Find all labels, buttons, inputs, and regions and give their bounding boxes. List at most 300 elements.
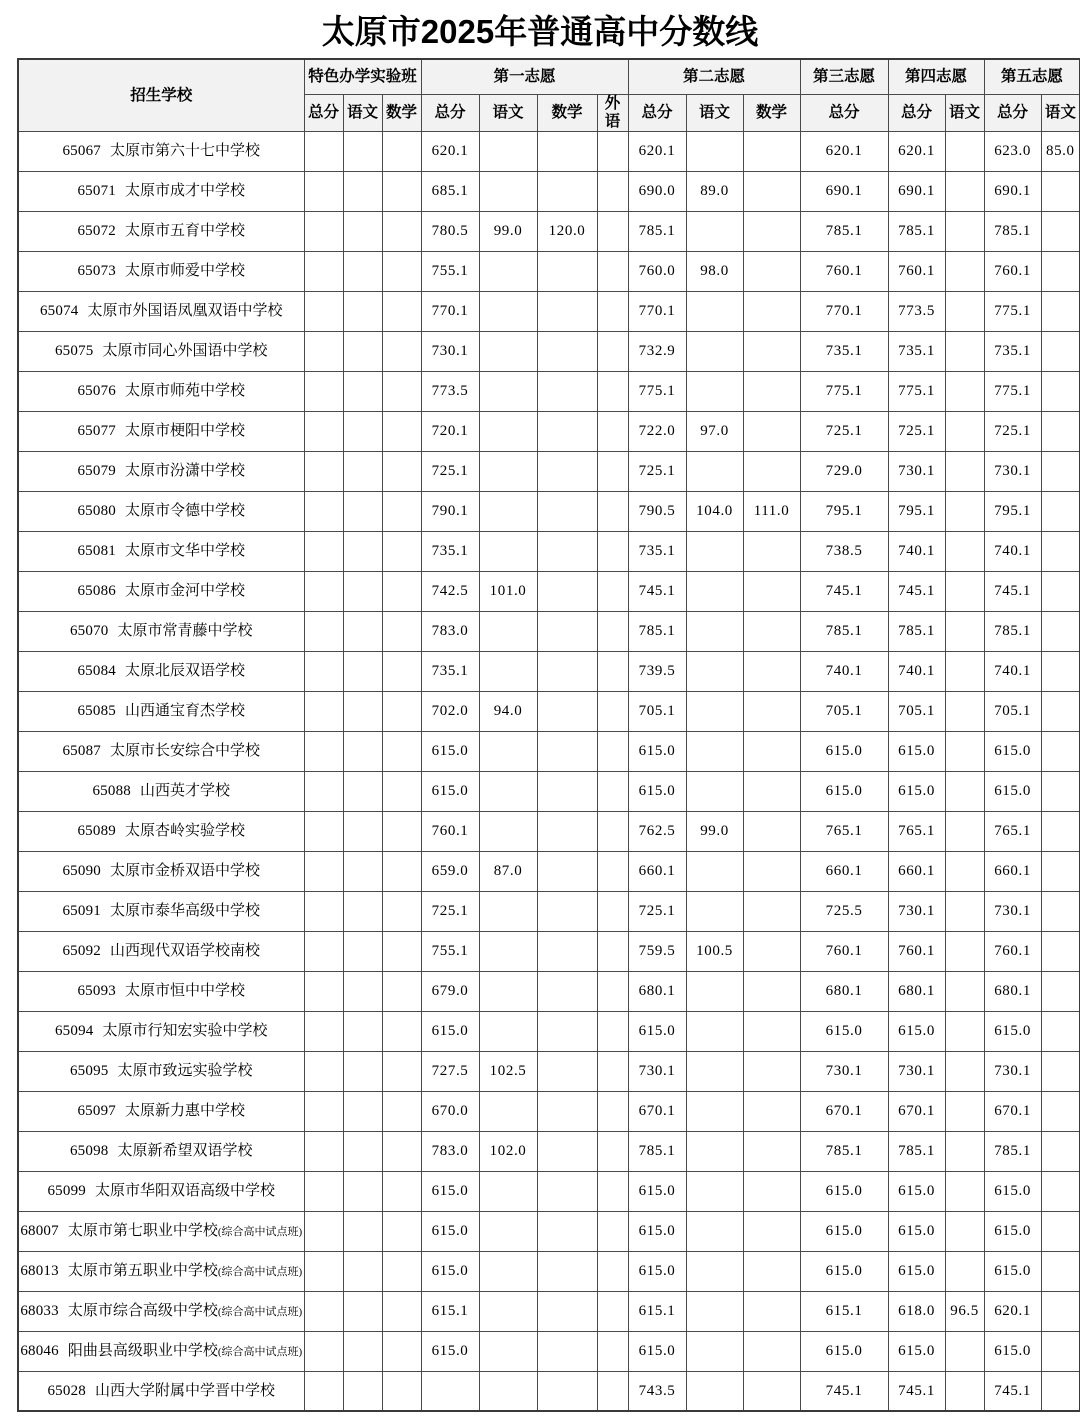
school-cell [18,1331,304,1371]
score-cell [743,931,800,971]
score-cell [343,491,382,531]
score-cell: 615.0 [628,1251,686,1291]
score-cell [597,971,628,1011]
score-cell: 104.0 [686,491,743,531]
header-sub-choice4-total: 总分 [888,95,945,132]
school-code: 65077 [77,422,116,439]
score-cell [343,211,382,251]
score-cell [743,531,800,571]
score-cell: 755.1 [421,931,479,971]
score-cell: 725.1 [800,411,888,451]
score-cell [743,451,800,491]
score-cell [382,291,421,331]
school-cell [18,731,304,771]
score-cell [686,1211,743,1251]
school-cell [18,691,304,731]
score-cell [479,491,537,531]
score-cell [743,1331,800,1371]
school-cell [18,1251,304,1291]
score-cell [382,171,421,211]
score-cell [343,851,382,891]
school-cell [18,291,304,331]
school-code: 65089 [77,822,116,839]
score-cell: 679.0 [421,971,479,1011]
score-cell: 615.0 [888,1011,945,1051]
school-name: 太原市汾潇中学校 [124,462,245,479]
score-cell: 745.1 [800,571,888,611]
score-cell [743,611,800,651]
header-sub-choice1-math: 数学 [537,95,597,132]
score-cell [686,771,743,811]
score-cell: 690.1 [984,171,1041,211]
score-cell [537,1251,597,1291]
score-cell: 705.1 [628,691,686,731]
score-cell [537,371,597,411]
score-cell: 770.1 [628,291,686,331]
score-cell: 762.5 [628,811,686,851]
score-cell [1041,811,1080,851]
score-cell: 87.0 [479,851,537,891]
score-cell [537,571,597,611]
score-cell: 615.0 [421,1171,479,1211]
score-cell [343,371,382,411]
score-cell: 730.1 [984,1051,1041,1091]
table-row [18,1251,1080,1291]
header-sub-choice5-total: 总分 [984,95,1041,132]
school-name: 太原市第六十七中学校 [109,142,260,159]
score-cell [686,1251,743,1291]
score-cell: 99.0 [479,211,537,251]
score-cell [597,571,628,611]
score-cell [304,291,343,331]
score-cell [479,971,537,1011]
score-cell [597,1051,628,1091]
score-cell: 97.0 [686,411,743,451]
score-cell: 740.1 [888,651,945,691]
score-cell: 740.1 [984,531,1041,571]
score-cell [1041,771,1080,811]
score-cell: 745.1 [800,1371,888,1411]
score-cell [382,651,421,691]
score-cell [597,1011,628,1051]
score-cell [597,1171,628,1211]
school-cell [18,531,304,571]
score-cell: 775.1 [984,291,1041,331]
score-cell: 745.1 [628,571,686,611]
header-sub-special-total: 总分 [304,95,343,132]
score-cell [479,371,537,411]
score-cell [686,131,743,171]
score-cell: 795.1 [984,491,1041,531]
school-code: 65075 [54,342,94,359]
score-cell [343,891,382,931]
score-cell [537,891,597,931]
score-cell [686,291,743,331]
score-cell: 738.5 [800,531,888,571]
score-cell [1041,491,1080,531]
score-cell: 120.0 [537,211,597,251]
school-name: 太原市梗阳中学校 [124,422,245,439]
score-cell: 760.1 [800,251,888,291]
school-name: 太原市第五职业中学校 [67,1262,218,1279]
table-row [18,811,1080,851]
score-cell [597,811,628,851]
score-cell [686,1331,743,1371]
score-cell [1041,531,1080,571]
header-group-special: 特色办学实验班 [304,59,421,95]
score-cell [743,771,800,811]
score-cell [1041,1331,1080,1371]
score-cell [479,811,537,851]
score-cell [304,1291,343,1331]
school-cell [18,171,304,211]
table-row [18,331,1080,371]
school-name: 太原市成才中学校 [124,182,245,199]
school-note: (综合高中试点班) [217,1265,303,1278]
score-cell [945,411,984,451]
score-cell [304,451,343,491]
score-cell [304,211,343,251]
score-cell [1041,611,1080,651]
score-cell: 615.0 [628,1011,686,1051]
score-cell [382,891,421,931]
school-code: 65091 [62,902,101,919]
score-cell [686,531,743,571]
school-code: 65073 [77,262,116,279]
score-cell [343,1011,382,1051]
school-name: 太原市师爱中学校 [124,262,245,279]
score-cell: 705.1 [984,691,1041,731]
score-cell [479,1251,537,1291]
school-code: 65090 [62,862,101,879]
school-name: 太原市行知宏实验中学校 [102,1022,268,1039]
school-name: 太原市第七职业中学校 [67,1222,218,1239]
score-cell [343,1091,382,1131]
school-code: 65071 [77,182,116,199]
score-cell [537,691,597,731]
school-name: 太原新力惠中学校 [124,1102,245,1119]
score-cell [382,1051,421,1091]
header-group-choice5: 第五志愿 [984,59,1080,95]
score-cell: 790.5 [628,491,686,531]
score-cell [343,451,382,491]
score-cell: 785.1 [888,611,945,651]
score-cell [343,611,382,651]
school-cell [18,931,304,971]
score-cell [479,171,537,211]
score-cell [479,131,537,171]
score-cell [597,1211,628,1251]
score-cell: 670.1 [800,1091,888,1131]
table-row [18,1091,1080,1131]
score-cell [382,411,421,451]
score-cell [1041,251,1080,291]
score-cell: 615.0 [628,1331,686,1371]
header-sub-special-math: 数学 [382,95,421,132]
score-cell [1041,291,1080,331]
table-row [18,171,1080,211]
score-cell: 730.1 [888,891,945,931]
score-cell [945,931,984,971]
score-cell: 660.1 [800,851,888,891]
school-cell [18,851,304,891]
score-cell [945,771,984,811]
score-cell [537,731,597,771]
table-row [18,1131,1080,1171]
school-name: 太原市常青藤中学校 [117,622,253,639]
score-cell: 730.1 [984,891,1041,931]
score-cell [743,331,800,371]
score-cell [686,971,743,1011]
school-code: 65093 [77,982,116,999]
score-cell: 99.0 [686,811,743,851]
score-cell [304,1251,343,1291]
table-row [18,891,1080,931]
school-name: 太原杏岭实验学校 [124,822,245,839]
school-name: 太原市五育中学校 [124,222,245,239]
score-cell: 773.5 [421,371,479,411]
admission-score-table [17,58,1080,1412]
table-row [18,1211,1080,1251]
header-sub-special-chinese: 语文 [343,95,382,132]
score-cell: 773.5 [888,291,945,331]
score-cell [945,811,984,851]
school-name: 太原市泰华高级中学校 [109,902,260,919]
score-cell [686,651,743,691]
score-cell [382,851,421,891]
score-cell [945,651,984,691]
header-sub-choice3-total: 总分 [800,95,888,132]
score-cell [597,211,628,251]
score-cell [304,611,343,651]
score-cell [945,1211,984,1251]
score-cell [382,211,421,251]
score-cell [537,1091,597,1131]
score-cell: 615.1 [800,1291,888,1331]
score-cell [479,771,537,811]
score-cell: 620.1 [888,131,945,171]
school-name: 山西通宝育杰学校 [124,702,245,719]
score-cell [1041,1291,1080,1331]
school-code: 65076 [77,382,116,399]
score-cell: 785.1 [984,611,1041,651]
score-cell: 730.1 [888,451,945,491]
score-cell: 729.0 [800,451,888,491]
score-cell: 725.1 [984,411,1041,451]
score-cell [945,731,984,771]
score-cell [686,851,743,891]
score-cell: 735.1 [888,331,945,371]
score-cell [304,651,343,691]
score-cell [743,251,800,291]
score-cell: 680.1 [984,971,1041,1011]
table-row [18,1171,1080,1211]
score-cell [304,851,343,891]
school-cell [18,1131,304,1171]
score-cell: 735.1 [984,331,1041,371]
score-cell [597,1331,628,1371]
school-name: 阳曲县高级职业中学校 [67,1342,218,1359]
score-cell: 623.0 [984,131,1041,171]
score-cell [382,1171,421,1211]
score-cell [382,611,421,651]
score-cell [304,1331,343,1371]
score-cell [382,691,421,731]
score-cell [343,251,382,291]
school-cell [18,1371,304,1411]
score-cell [479,1091,537,1131]
score-cell: 615.0 [421,771,479,811]
score-cell [382,251,421,291]
score-cell [597,531,628,571]
school-cell [18,811,304,851]
score-cell: 102.0 [479,1131,537,1171]
score-cell [597,611,628,651]
score-cell [304,1091,343,1131]
score-cell [686,891,743,931]
table-row [18,611,1080,651]
score-cell [343,1291,382,1331]
score-cell [686,571,743,611]
score-cell: 702.0 [421,691,479,731]
table-row [18,371,1080,411]
school-code: 68007 [20,1222,59,1239]
score-cell [304,771,343,811]
header-sub-choice1-foreign: 外语 [597,95,628,132]
score-cell [1041,1011,1080,1051]
score-cell [304,1371,343,1411]
score-cell [686,731,743,771]
score-cell: 730.1 [628,1051,686,1091]
score-cell [1041,1051,1080,1091]
score-cell: 615.0 [800,1251,888,1291]
score-cell [945,1171,984,1211]
score-cell: 615.0 [800,1331,888,1371]
score-cell: 730.1 [888,1051,945,1091]
score-cell: 615.0 [984,1011,1041,1051]
score-cell [537,171,597,211]
score-cell: 690.1 [800,171,888,211]
score-cell [304,1171,343,1211]
score-cell: 615.1 [628,1291,686,1331]
score-cell [1041,691,1080,731]
score-cell [597,251,628,291]
page-title: 太原市2025年普通高中分数线 [321,13,759,50]
score-cell: 615.1 [421,1291,479,1331]
score-cell [597,851,628,891]
score-cell [382,731,421,771]
score-cell [1041,411,1080,451]
header-sub-choice2-total: 总分 [628,95,686,132]
table-row [18,1011,1080,1051]
score-cell [382,1331,421,1371]
school-name: 山西英才学校 [139,782,230,799]
table-row [18,851,1080,891]
school-cell [18,891,304,931]
table-row [18,651,1080,691]
score-cell: 96.5 [945,1291,984,1331]
score-cell: 745.1 [888,1371,945,1411]
school-name: 太原新希望双语学校 [117,1142,253,1159]
score-cell [743,1091,800,1131]
score-cell [382,771,421,811]
score-cell: 739.5 [628,651,686,691]
school-code: 68033 [20,1302,59,1319]
score-cell [743,1171,800,1211]
score-cell: 740.1 [888,531,945,571]
score-cell: 705.1 [800,691,888,731]
score-cell: 759.5 [628,931,686,971]
score-cell [597,451,628,491]
score-cell [343,731,382,771]
score-cell: 615.0 [984,1211,1041,1251]
score-cell [304,131,343,171]
score-cell: 795.1 [800,491,888,531]
score-cell: 765.1 [984,811,1041,851]
score-cell [945,1131,984,1171]
header-sub-choice4-chinese: 语文 [945,95,984,132]
score-cell: 615.0 [984,771,1041,811]
score-cell [1041,891,1080,931]
score-cell [945,1051,984,1091]
score-cell [537,291,597,331]
score-cell: 740.1 [984,651,1041,691]
score-cell: 735.1 [421,531,479,571]
school-code: 65086 [77,582,116,599]
score-cell: 660.1 [888,851,945,891]
score-cell [479,931,537,971]
score-cell [945,131,984,171]
score-cell [382,1211,421,1251]
score-cell [686,1131,743,1171]
table-row [18,211,1080,251]
score-cell [686,691,743,731]
school-name: 山西现代双语学校南校 [109,942,260,959]
table-body [18,131,1080,1411]
score-cell [945,211,984,251]
score-cell: 89.0 [686,171,743,211]
score-cell: 780.5 [421,211,479,251]
score-cell [743,1051,800,1091]
score-cell [304,171,343,211]
school-name: 太原市长安综合中学校 [109,742,260,759]
score-cell [304,1211,343,1251]
score-cell [597,931,628,971]
score-cell: 615.0 [888,731,945,771]
score-cell [304,1011,343,1051]
score-cell: 615.0 [984,1331,1041,1371]
score-cell [382,451,421,491]
header-group-choice2: 第二志愿 [628,59,800,95]
score-cell: 770.1 [800,291,888,331]
score-cell: 705.1 [888,691,945,731]
score-cell [343,1251,382,1291]
score-cell [945,691,984,731]
score-cell [743,811,800,851]
header-group-choice1: 第一志愿 [421,59,628,95]
score-cell [382,1131,421,1171]
score-cell: 783.0 [421,611,479,651]
score-cell: 732.9 [628,331,686,371]
school-code: 65095 [69,1062,109,1079]
school-cell [18,491,304,531]
school-code: 65074 [39,302,79,319]
school-name: 太原市致远实验学校 [117,1062,253,1079]
header-sub-choice5-chinese: 语文 [1041,95,1080,132]
score-cell [304,531,343,571]
score-cell: 615.0 [888,1211,945,1251]
score-cell [743,131,800,171]
